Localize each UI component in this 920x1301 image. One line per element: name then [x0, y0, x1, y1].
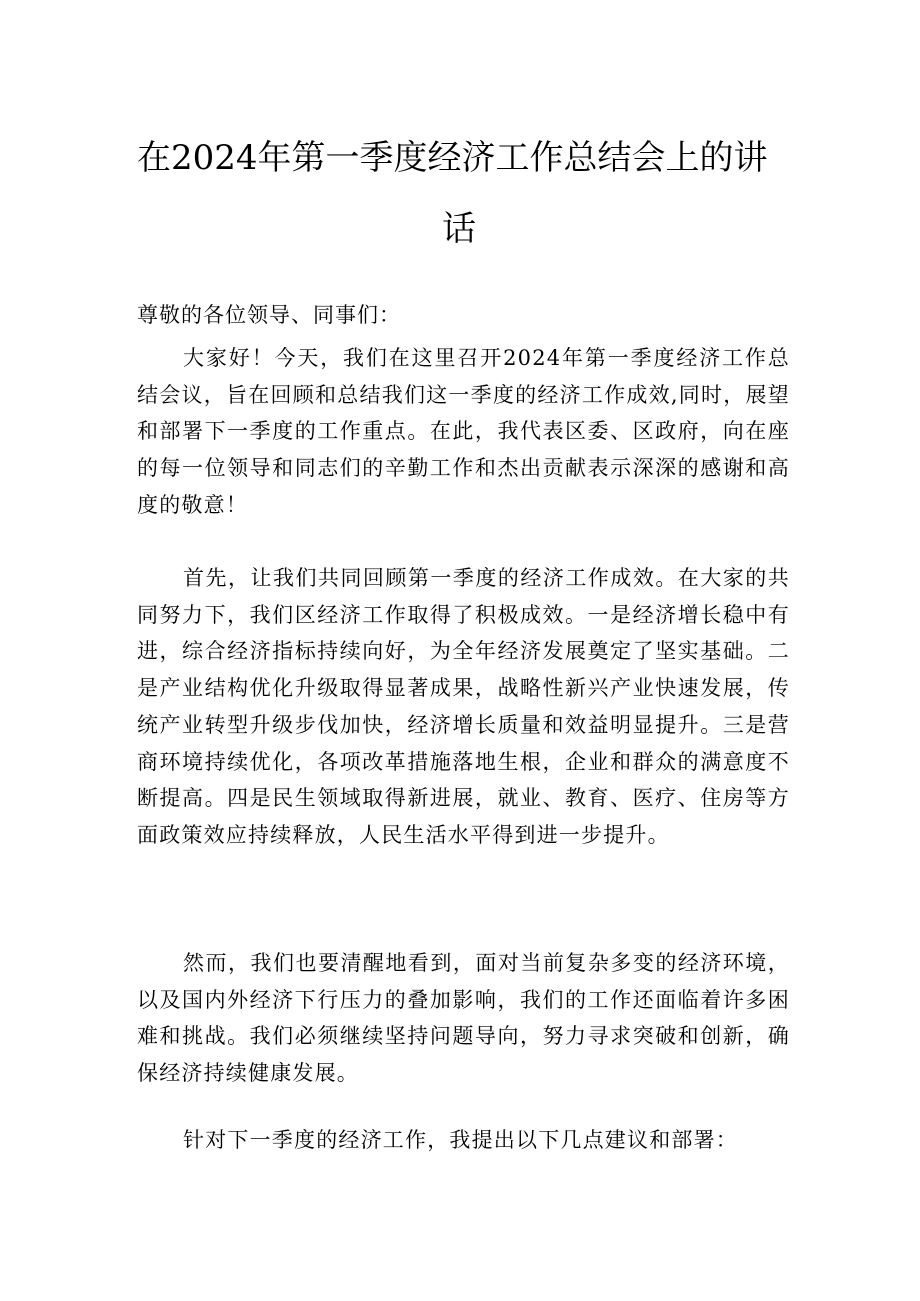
- paragraph-opening: 大家好！今天，我们在这里召开2024年第一季度经济工作总结会议，旨在回顾和总结我们这一季度的经济工作成效,同时，展望和部署下一季度的工作重点。在此，我代表区委、区政府，向在座的每一位领导和同志们的辛勤工作和杰出贡献表示深深的感谢和高度的敬意！: [137, 346, 790, 517]
- paragraph-review: 首先，让我们共同回顾第一季度的经济工作成效。在大家的共同努力下，我们区经济工作取得了积极成效。一是经济增长稳中有进，综合经济指标持续向好，为全年经济发展奠定了坚实基础。二是产业结构优化升级取得显著成果，战略性新兴产业快速发展，传统产业转型升级步伐加快，经济增长质量和效益明显提升。三是营商环境持续优化，各项改革措施落地生根，企业和群众的满意度不断提高。四是民生领域取得新进展，就业、教育、医疗、住房等方面政策效应持续释放，人民生活水平得到进一步提升。: [137, 566, 790, 847]
- document-title-line-1: 在2024年第一季度经济工作总结会上的讲: [137, 138, 768, 178]
- paragraph-challenges: 然而，我们也要清醒地看到，面对当前复杂多变的经济环境，以及国内外经济下行压力的叠加影响，我们的工作还面临着许多困难和挑战。我们必须继续坚持问题导向，努力寻求突破和创新，确保经济持续健康发展。: [137, 951, 790, 1086]
- paragraph-next-quarter: 针对下一季度的经济工作，我提出以下几点建议和部署：: [183, 1128, 738, 1152]
- document-title-line-2: 话: [442, 209, 476, 249]
- salutation: 尊敬的各位领导、同事们：: [137, 303, 401, 327]
